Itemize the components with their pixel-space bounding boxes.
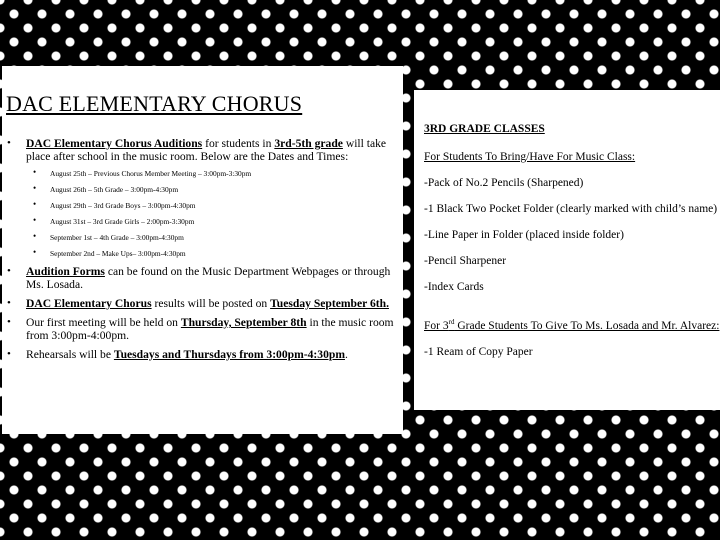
results-date: Tuesday September 6th. <box>270 297 389 310</box>
first-meeting-date: Thursday, September 8th <box>180 316 307 329</box>
audition-forms-bullet <box>6 265 399 291</box>
results-text: results will be posted on <box>151 297 271 310</box>
first-meeting-text-1: Our first meeting will be held on <box>26 316 181 329</box>
audition-date-item: • August 31st – 3rd Grade Girls – 2:00pm-3:30pm <box>26 217 399 226</box>
supply-item: -Line Paper in Folder (placed inside folder) <box>424 229 624 241</box>
auditions-grades: 3rd-5th grade <box>274 137 343 150</box>
first-meeting-text-2: in the music room from 3:00pm-4:00pm. <box>26 316 394 342</box>
audition-date-item: • September 1st – 4th Grade – 3:00pm-4:30pm <box>26 233 399 242</box>
supplies-panel <box>414 90 720 410</box>
auditions-label: DAC Elementary Chorus Auditions <box>26 137 203 150</box>
auditions-text-2: will take place after school in the music room. Below are the Dates and Times: <box>26 137 387 163</box>
give-heading-sup: rd <box>448 318 455 327</box>
first-meeting-bullet <box>6 316 399 342</box>
supplies-heading: 3RD GRADE CLASSES <box>424 123 545 135</box>
results-bullet <box>6 297 399 310</box>
give-heading <box>424 320 720 333</box>
audition-forms-text: can be found on the Music Department Webpages or through Ms. Losada. <box>26 265 391 291</box>
supply-item: -1 Black Two Pocket Folder (clearly marked with child’s name) <box>424 203 718 215</box>
rehearsals-text-2: . <box>344 348 348 361</box>
supply-item: -Pencil Sharpener <box>424 255 507 267</box>
give-heading-pre: For 3 <box>424 320 449 332</box>
auditions-bullet <box>6 137 399 258</box>
audition-dates-list <box>26 169 399 258</box>
supply-item: -Index Cards <box>424 281 484 293</box>
rehearsals-time: Tuesdays and Thursdays from 3:00pm-4:30pm <box>113 348 345 361</box>
chorus-info-panel <box>2 66 403 434</box>
audition-date-item: • September 2nd – Make Ups– 3:00pm-4:30pm <box>26 249 399 258</box>
rehearsals-text-1: Rehearsals will be <box>26 348 114 361</box>
audition-date-item: • August 26th – 5th Grade – 3:00pm-4:30pm <box>26 185 399 194</box>
page-title: DAC ELEMENTARY CHORUS <box>6 91 303 116</box>
auditions-text-1: for students in <box>202 137 275 150</box>
give-heading-post: Grade Students To Give To Ms. Losada and Mr. Alvarez: <box>454 320 720 332</box>
rehearsals-bullet <box>6 348 399 361</box>
audition-forms-label: Audition Forms <box>26 265 105 278</box>
bring-heading: For Students To Bring/Have For Music Class: <box>424 151 636 163</box>
chorus-bullet-list <box>6 137 399 361</box>
audition-date-item: • August 25th – Previous Chorus Member Meeting – 3:00pm-3:30pm <box>26 169 399 178</box>
results-label: DAC Elementary Chorus <box>26 297 152 310</box>
audition-date-item: • August 29th – 3rd Grade Boys – 3:00pm-4:30pm <box>26 201 399 210</box>
supply-item: -Pack of No.2 Pencils (Sharpened) <box>424 177 584 189</box>
give-item: -1 Ream of Copy Paper <box>424 346 533 358</box>
